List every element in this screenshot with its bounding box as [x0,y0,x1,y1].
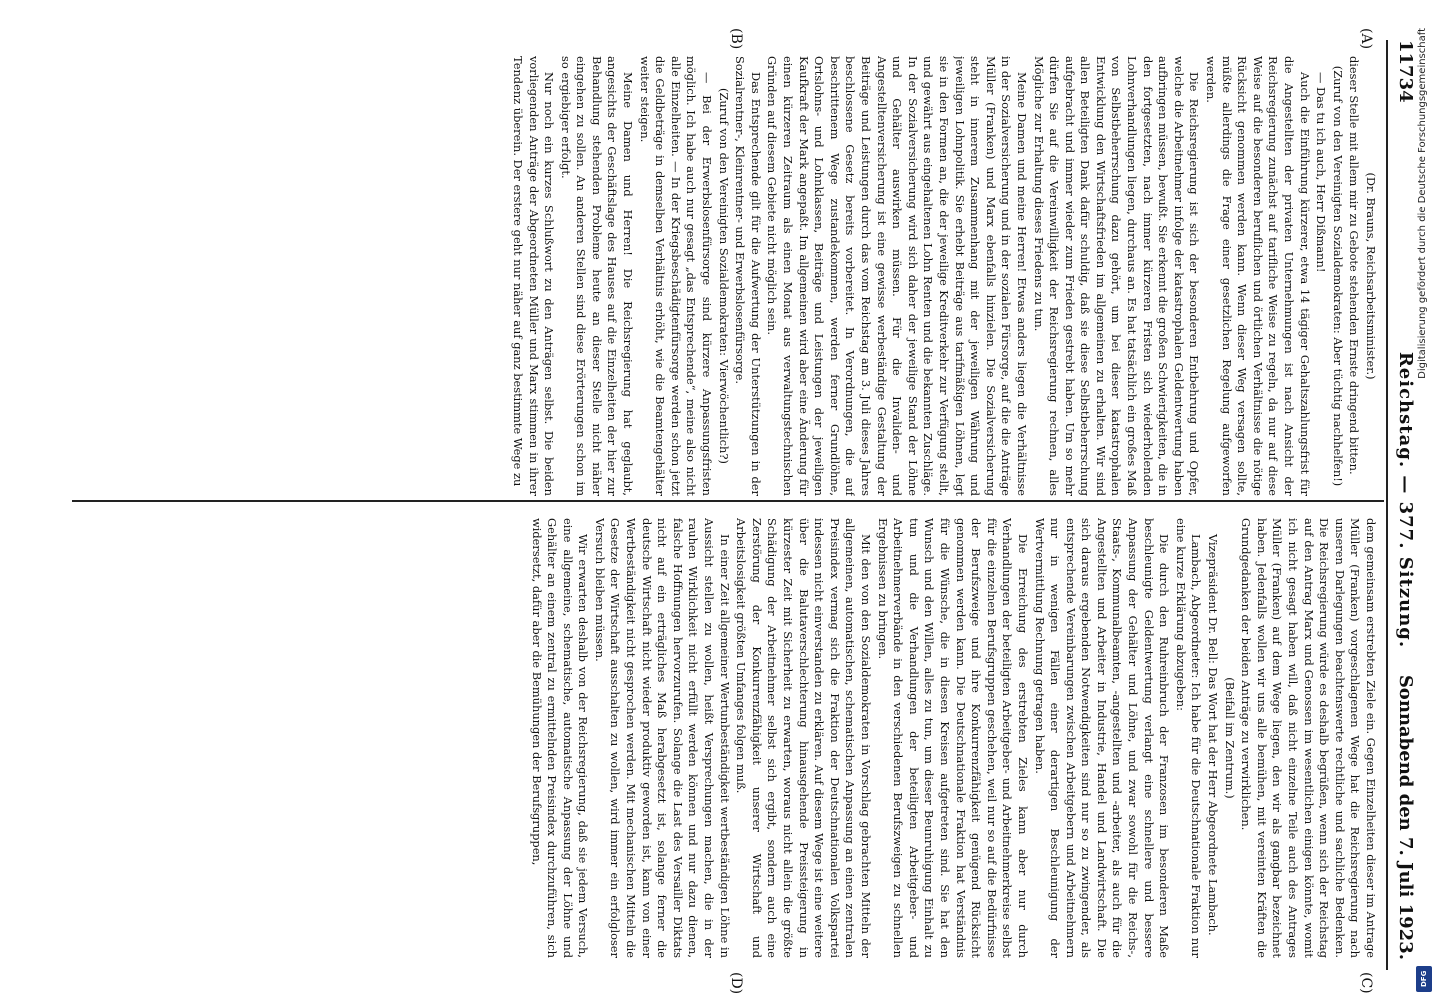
paragraph: Nur noch ein kurzes Schlußwort zu den Anträgen selbst. Die beiden vorliegenden Anträge der Abgeordneten Müller und Marx stimmen in ihrer Tendenz überein. Der erstere geht nur näher auf ganz bestimmte Wege zu [510,56,557,496]
paragraph: Das Entsprechende gilt für die Aufwertung der Unterstützungen in der Sozialrentner-, Kleinrentner- und Erwerbslosenfürsorge. [733,56,763,496]
interjection: (Beifall im Zentrum.) [1222,677,1237,799]
right-column [78,518,1378,958]
footer-credit-strip [1412,0,1434,1000]
interjection: (Zuruf von den Vereinigten Sozialdemokraten: Aber tüchtig nachhelfen!) [1330,65,1345,487]
paragraph: Die durch den Ruhreinbruch der Franzosen im besonderen Maße beschleunigte Geldentwertung verlangt eine schnellere und bessere Anpassung der Gehälter und Löhne, und zwar sowohl für die Reichs-, Staats-, Kommunalbeamten, -angestellten und -arbeiter, als auch für die Angestellten und Arbeiter in Industrie, Handel und Landwirtschaft. Die sich daraus ergebenden Notwendigkeiten sind nur so zu zwingender, als entsprechende Vereinbarungen zwischen Arbeitgebern und Arbeitnehmern nur in wenigen Fällen einer derartigen Beschleunigung der Wertvermittlung Rechnung getragen haben. [1032,518,1172,958]
interjection: (Zuruf von den Vereinigten Sozialdemokraten: Vierwöchentlich?) [716,88,731,464]
header-rule [1386,40,1388,970]
paragraph: Meine Damen und meine Herren! Etwas anders liegen die Verhältnisse in der Sozialversicherung und in der sozialen Fürsorge, auf die die Anträge Müller (Franken) und Marx ebenfalls hinzielen. Die Sozialversicherung steht in innerem Zusammenhang mit der jeweiligen Währung und jeweiligen Lohnpolitik. Sie erhebt Beiträge aus tarifmäßigen Löhnen, legt sie in den Formen an, die der jeweilige Kreditverkehr zur Verfügung stellt, und gewährt aus eingehaltenen Lohn Renten und die bekannten Zuschläge. In der Sozialversicherung wird sich daher der jeweilige Stand der Löhne und Gehälter auswirken müssen. Für die Invaliden- und Angestelltenversicherung ist eine gewisse werbeständige Gestaltung der Beiträge und Leistungen durch das vom Reichstag am 3. Juli dieses Jahres beschlossene Gesetz bereits vorbereitet. In Verordnungen, die auf beschrittenem Wege zustandekommen, werden ferner Grundlöhne, Ortslohns- und Lohnklassen, Beiträge und Leistungen der jeweiligen Kaufkraft der Mark angepaßt. Im allgemeinen wird aber eine Änderung für einen kürzeren Zeitraum als einen Monat aus verwaltungstechnischen Gründen auf diesem Gebiete nicht möglich sein. [765,56,1029,496]
paragraph: — Das tu ich auch, Herr Dißmann! [1314,72,1329,273]
margin-marker-d: (D) [728,972,744,995]
paragraph: Die Reichsregierung ist sich der besonderen Entbehrung und Opfer, welche die Arbeitnehmer infolge der katastrophalen Geldentwertung haben aufbringen müssen, bewußt. Sie erkennt die großen Schwierigkeiten, die in den fortgesetzten, nach immer kürzeren Fristen sich wiederholenden Lohnverhandlungen liegen, durchaus an. Es hat tatsächlich ein großes Maß von Selbstbeherrschung dazu gehört, um bei dieser katastrophalen Entwicklung den Wirtschaftsfrieden im allgemeinen zu erhalten. Wir sind allen Beteiligten Dank dafür schuldig, daß sie diese Selbstbeherrschung aufgebracht und immer wieder zum Frieden gestrebt haben. Um so mehr dürfen Sie auf die Vereinwilligkeit der Reichsregierung rechnen, alles Mögliche zur Erhaltung dieses Friedens zu tun. [1031,56,1202,496]
speaker-line: Lambach, Abgeordneter: Ich habe für die Deutschnationale Fraktion nur eine kurze Erklärung abzugeben: [1173,518,1204,958]
margin-marker-a: (A) [1358,28,1374,50]
margin-marker-c: (C) [1358,972,1374,994]
paragraph: Auch die Einführung kürzerer, etwa 14 tägiger Gehaltszahlungsfrist für die Angestellten der privaten Unternehmungen ist nach Ansicht der Reichsregierung zunächst auf tarifliche Weise zu regeln, da nur auf diese Weise auf die besonderen beruflichen und örtlichen Verhältnisse die nötige Rücksicht genommen werden kann. Wenn dieser Weg versagen sollte, müßte allerdings die Frage einer gesetzlichen Regelung aufgeworfen werden. [1204,56,1312,496]
rotated-sheet [34,0,1434,1000]
paragraph: In einer Zeit allgemeiner Wertunbeständigkeit wertbeständigen Löhne in Aussicht stellen zu wollen, heißt Versprechungen machen, die in der rauhen Wirklichkeit nicht erfüllt werden können und nur dazu dienen, falsche Hoffnungen hervorzurufen. Solange die Last des Versailler Diktats nicht auf ein erträgliches Maß herabgesetzt ist, solange ferner die deutsche Wirtschaft nicht wieder produktiv geworden ist, kann von einer Wertbeständigkeit nicht gesprochen werden. Mit mechanischen Mitteln die Gesetze der Wirtschaft ausschalten zu wollen, wird immer ein erfolgloser Versuch bleiben müssen. [592,518,732,958]
column-divider [72,500,1384,502]
paragraph: — Bei der Erwerbslosenfürsorge sind kürzere Anpassungsfristen möglich. Ich habe auch nur gesagt „das Entsprechende“, meine also nicht alle Einzelheiten. — In der Kriegsbeschädigtenfürsorge werden schon jetzt die Geldbeträge in demselben Verhältnis erhöht, wie die Beamtengehälter weiter steigen. [637,56,715,496]
paragraph: Meine Damen und Herren! Die Reichsregierung hat geglaubt, angesichts der Geschäftslage des Hauses auf die Einzelheiten der hier zur Behandlung stehenden Probleme heute an dieser Stelle nicht näher eingehen zu sollen. An anderen Stellen sind diese Erörterungen schon im so ergiebiger erfolgt. [558,56,636,496]
speaker-line: Vizepräsident Dr. Bell: Das Wort hat der Herr Abgeordnete Lambach. [1206,534,1221,936]
paragraph: Die Erreichung des erstrebten Zieles kann aber nur durch Verhandlungen der beteiligten Arbeitgeber- und Arbeitnehmerkreise selbst für die einzelnen Berufsgruppen geschehen, weil nur so auf die Bedürfnisse der Berufszweige und ihre Konkurrenzfähigkeit genügend Rücksicht genommen werden kann. Die Deutschnationale Fraktion hat Verständnis für die Wünsche, die in diesen Kreisen aufgetreten sind. Sie hat den Wunsch und den Willen, alles zu tun, um dieser Beunruhigung Einhalt zu tun und die Verhandlungen der beteiligten Arbeitgeber- und Arbeitnehmerverbände in den verschiedenen Berufszweigen zu schnellen Ergebnissen zu bringen. [875,518,1030,958]
paragraph: Wir erwarten deshalb von der Reichsregierung, daß sie jedem Versuch, eine allgemeine, schematische, automatische Anpassung der Löhne und Gehälter an einem zentral zu ermittelnden Preisindex durchzuführen, sich widersetzt, dafür aber die Bemühungen der Berufsgruppen, [529,518,591,958]
paragraph: dem gemeinsam erstrebten Ziele ein. Gegen Einzelheiten dieser im Antrage Müller (Franken) vorgeschlagenen Wege hat die Reichsregierung nach unseren Darlegungen beachtenswerte rechtliche und sachliche Bedenken. Die Reichsregierung würde es deshalb begrüßen, wenn sich der Reichstag auf den Antrag Marx und Genossen im wesentlichen einigen könnte, womit ich nicht gesagt haben will, daß nicht einzelne Teile auch des Antrages Müller (Franken) auf dem Wege liegen, den wir als gangbar bezeichnet haben. Jedenfalls wollen wir uns alle bemühen, mit vereinten Kräften die Grundgedanken der beiden Anträge zu verwirklichen. [1239,518,1378,958]
paragraph: dieser Stelle mit allem mir zu Gebote stehenden Ernste dringend bitten. [1347,56,1362,475]
paragraph: Mit den von den Sozialdemokraten in Vorschlag gebrachten Mitteln der allgemeinen, automatischen, schematischen Anpassung an einen zentralen Preisindex vermag sich die Fraktion der Deutschnationalen Volkspartei indessen nicht einverstanden zu erklären. Auf diesem Wege ist eine weitere über die Balutaverschlechterung hinausgehende Preissteigerung in kürzester Zeit mit Sicherheit zu erwarten, woraus nicht allein die größte Schädigung der Arbeitnehmer selbst sich ergibt, sondern auch eine Zerstörung der Konkurrenzfähigkeit unserer Wirtschaft und Arbeitslosigkeit größten Umfanges folgen muß. [734,518,873,958]
margin-marker-b: (B) [728,28,744,50]
dfg-logo: DFG [1416,966,1432,992]
header-date: Sonnabend den 7. Juli 1923. [1395,674,1416,960]
paragraph: (Dr. Brauns, Reichsarbeitsminister.) [1364,172,1378,380]
left-column [78,56,1378,496]
page-number: 11734 [1395,40,1416,103]
header-title: Reichstag. — 377. Sitzung. [1395,351,1416,649]
footer-credit: Digitalisierung gefördert durch die Deutsche Forschungsgemeinschaft [1417,28,1428,379]
